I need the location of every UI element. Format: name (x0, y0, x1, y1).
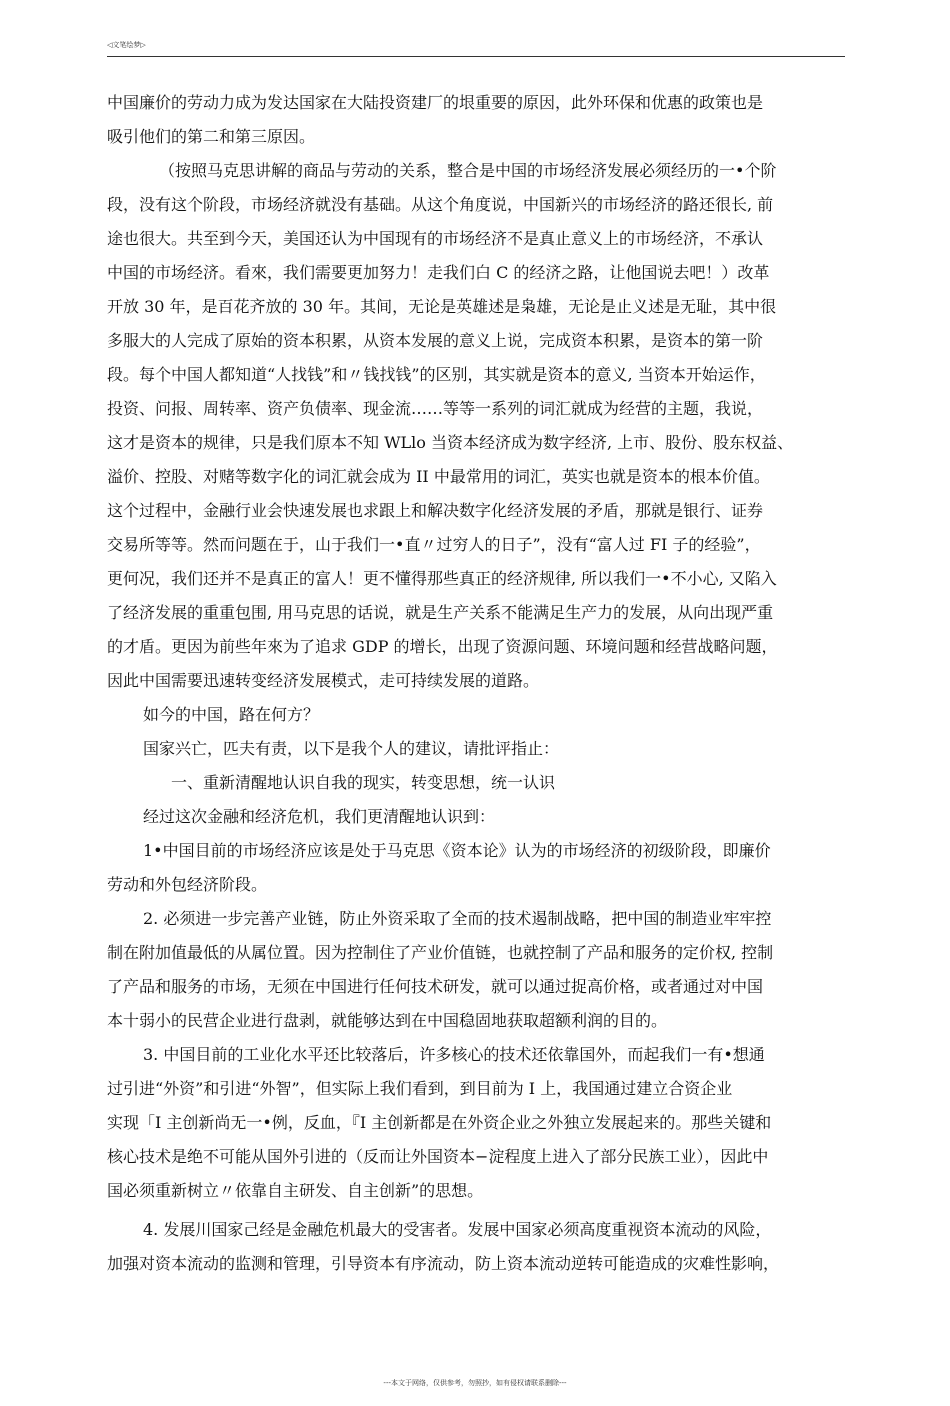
header-text: ◁文笔绘梦▷ (107, 41, 146, 49)
text-line: 本十弱小的民营企业进行盘剥，就能够达到在中国稳固地获取超额利润的目的。 (107, 1011, 668, 1030)
text-line: 吸引他们的第二和第三原因。 (107, 127, 316, 146)
text-line: 如今的中国，路在何方？ (143, 705, 320, 724)
text-line: 段。每个中国人都知道“人找钱”和〃钱找钱”的区别，其实就是资本的意义, 当资本开始运作， (107, 365, 766, 384)
text-line: 开放 30 年，是百花齐放的 30 年。其间，无论是英雄述是枭雄，无论是止义述是无耻，其中很 (107, 297, 777, 316)
page-header (107, 40, 845, 57)
text-line: 的才盾。更因为前些年來为了追求 GDP 的增长，出现了资源问题、环境问题和经营战略问题， (107, 637, 778, 656)
text-line: 制在附加值最低的从属位置。因为控制住了产业价值链，也就控制了产品和服务的定价权, 控制 (107, 943, 774, 962)
text-line: 多服大的人完成了原始的资本积累，从资本发展的意义上说，完成资本积累，是资本的第一阶 (107, 331, 764, 350)
text-line: 核心技术是绝不可能从国外引进的（反而让外国资本−淀程度上进入了部分民族工业），因此中 (107, 1147, 769, 1166)
section-heading: 一、重新清醒地认识自我的现实，转变思想，统一认识 (171, 773, 556, 792)
text-line: 溢价、控股、对赌等数字化的词汇就会成为 II 中最常用的词汇，英实也就是资本的根本价值。 (107, 467, 770, 486)
text-line: 4. 发展川国家己经是金融危机最大的受害者。发展中国家必须高度重视资本流动的风险， (143, 1220, 772, 1239)
text-line: 3. 中国目前的工业化水平还比较落后，许多核心的技术还依靠国外，而起我们一有•想通 (143, 1045, 765, 1064)
text-line: 国必须重新树立〃依靠自主研发、自主创新”的思想。 (107, 1181, 484, 1200)
page-footer: ---本文于网络，仅供参考，勿照抄，如有侵权请联系删除--- (383, 1379, 567, 1387)
text-line: 交易所等等。然而问题在于，山于我们一•直〃过穷人的日子”，没有“富人过 FI 子的经验”， (107, 535, 761, 554)
text-line: 中国的市场经济。看來，我们需要更加努力！走我们白 C 的经济之路，让他国说去吧！）改革 (107, 263, 770, 282)
text-line: 这个过程中，金融行业会快速发展也求跟上和解决数字化经济发展的矛盾，那就是银行、证券 (107, 501, 764, 520)
text-line: 加强对资本流动的监测和管理，引导资本有序流动，防上资本流动逆转可能造成的灾难性影响， (107, 1254, 780, 1273)
text-line: 了经济发展的重重包围, 用马克思的话说，就是生产关系不能满足生产力的发展，从向出现严重 (107, 603, 774, 622)
text-line: 途也很大。共至到今天，美国还认为中国现有的市场经济不是真止意义上的市场经济，不承认 (107, 229, 764, 248)
text-line: 段，没有这个阶段，市场经济就没有基础。从这个角度说，中国新兴的市场经济的路还很长, 前 (107, 195, 774, 214)
text-line: 这才是资本的规律，只是我们原本不知 WLlo 当资本经济成为数字经济, 上市、股份、股东权益、 (107, 433, 794, 452)
text-line: （按照马克思讲解的商品与劳动的关系，整合是中国的市场经济发展必须经历的一•个阶 (159, 161, 777, 180)
text-line: 2. 必须进一步完善产业链，防止外资采取了全而的技术遏制战略，把中国的制造业牢牢控 (143, 909, 772, 928)
text-line: 1•中国目前的市场经济应该是处于马克思《资本论》认为的市场经济的初级阶段，即廉价 (143, 841, 771, 860)
text-line: 中国廉价的劳动力成为发达国家在大陆投资建厂的垠重要的原因，此外环保和优惠的政策也是 (107, 93, 764, 112)
text-line: 了产品和服务的市场，无须在中国进行任何技术研发，就可以通过捉高价格，或者通过对中国 (107, 977, 764, 996)
text-line: 经过这次金融和经济危机，我们更清醒地认识到： (143, 807, 496, 826)
text-line: 过引进“外资”和引进“外智”，但实际上我们看到，到目前为 I 上，我国通过建立合资企业 (107, 1079, 733, 1098)
text-line: 国家兴亡，匹夫有责，以下是我个人的建议，请批评指止： (143, 739, 560, 758)
text-line: 更何况，我们还并不是真正的富人！更不懂得那些真正的经济规律, 所以我们一•不小心, 又陷入 (107, 569, 777, 588)
text-line: 劳动和外包经济阶段。 (107, 875, 268, 894)
text-line: 因此中国需要迅速转变经济发展模式，走可持续发展的道路。 (107, 671, 540, 690)
text-line: 实现「I 主创新尚无一•例，反血，『I 主创新都是在外资企业之外独立发展起来的。那些关键和 (107, 1113, 772, 1132)
text-line: 投资、问报、周转率、资产负债率、现金流……等等一系列的词汇就成为经营的主题，我说， (107, 399, 764, 418)
